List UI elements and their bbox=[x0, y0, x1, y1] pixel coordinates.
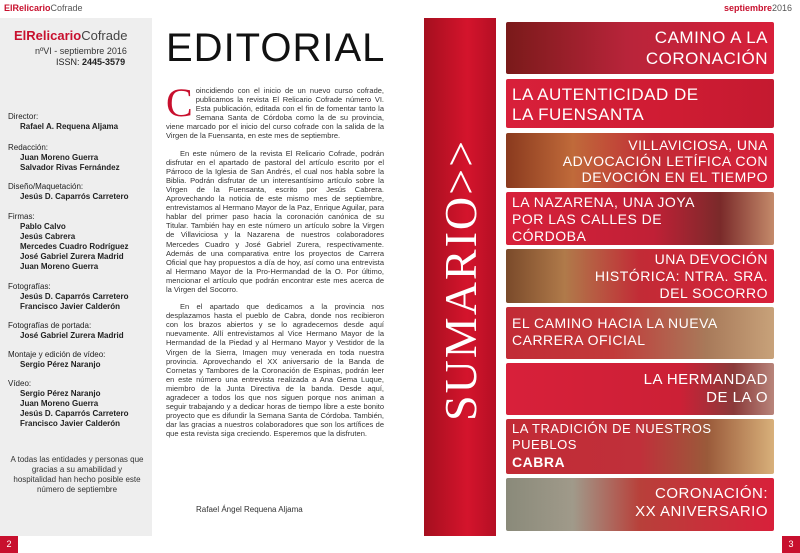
sumario-item-line: LA FUENSANTA bbox=[512, 105, 645, 124]
credit-firmas bbox=[8, 212, 128, 272]
sumario-item-carrera-oficial[interactable] bbox=[506, 307, 774, 359]
credit-name: Jesús D. Caparrós Carretero bbox=[20, 292, 129, 301]
sumario-item-villaviciosa[interactable] bbox=[506, 133, 774, 188]
sumario-title-text: SUMARIO bbox=[434, 194, 486, 422]
sumario-item-line: LA AUTENTICIDAD DE bbox=[512, 85, 699, 104]
credit-name: Salvador Rivas Fernández bbox=[20, 163, 120, 172]
issn-label: ISSN: bbox=[56, 57, 80, 67]
credit-role: Montaje y edición de vídeo: bbox=[8, 350, 106, 359]
header-date-month: septiembre bbox=[723, 3, 772, 13]
masthead-title bbox=[14, 28, 127, 43]
editorial-paragraph: En el apartado que dedicamos a la provincia nos desplazamos hasta el pueblo de Cabra, donde nos recibieron con los brazos abiertos y se lo agradecemos desde aquí nuevamente. Allí entrevistamos al Vice Hermano Mayor de la Hermandad de la Piedad y al Hermano Mayor y Vestidor de la Virgen de la Sierra, Imagen muy venerada en toda nuestra provincia. Aprovechando el XX aniversario de la Banda de Cornetas y Tambores de la Coronación de Espinas, podrán leer en este número una entrevista realizada a Ana Gema Luque, miembro de la Junta Directiva de la banda. Desde aquí, agradecer a todos los que nos siguen porque nos animan a seguir trabajando y a dedicar horas de tiempo libre a este bonito proyecto que es difundir la Semana Santa de Córdoba. También, dar las gracias a nuestros colaboradores que son los artífices de que esta revista siga creciendo. Esperemos que la disfruten. bbox=[166, 302, 384, 439]
sumario-arrows: >> bbox=[434, 138, 486, 195]
sumario-item-line: POR LAS CALLES DE bbox=[512, 211, 663, 227]
credit-role: Fotografías: bbox=[8, 282, 51, 291]
credit-fotografias bbox=[8, 282, 129, 312]
sumario-item-xx-aniversario[interactable] bbox=[506, 478, 774, 531]
credit-name: José Gabriel Zurera Madrid bbox=[20, 252, 124, 261]
sumario-item-line: CÓRDOBA bbox=[512, 228, 587, 244]
sumario-item-line: HISTÓRICA: NTRA. SRA. bbox=[594, 268, 768, 284]
credit-name: Francisco Javier Calderón bbox=[20, 302, 121, 311]
header-brand-rest: Cofrade bbox=[50, 3, 83, 13]
credit-role: Vídeo: bbox=[8, 379, 32, 388]
credit-role: Firmas: bbox=[8, 212, 35, 221]
credit-name: José Gabriel Zurera Madrid bbox=[20, 331, 124, 340]
credit-name: Pablo Calvo bbox=[20, 222, 66, 231]
credit-diseno bbox=[8, 182, 129, 202]
sumario-item-socorro[interactable] bbox=[506, 249, 774, 303]
sumario-item-line: LA NAZARENA, UNA JOYA bbox=[512, 194, 695, 210]
masthead-issn bbox=[56, 57, 125, 67]
masthead-issue: nºVI - septiembre 2016 bbox=[35, 46, 127, 56]
credit-redaccion bbox=[8, 143, 120, 173]
credit-name: Juan Moreno Guerra bbox=[20, 399, 99, 408]
credit-director bbox=[8, 112, 118, 132]
sumario-item-line: CAMINO A LA bbox=[654, 28, 768, 47]
credit-role: Fotografías de portada: bbox=[8, 321, 92, 330]
sumario-item-line: PUEBLOS bbox=[512, 437, 577, 452]
sumario-item-line: CORONACIÓN: bbox=[654, 485, 768, 502]
editorial-paragraph: En este número de la revista El Relicario Cofrade, podrán disfrutar en el apartado de pastoral del artículo escrito por el Párroco de la Iglesia de San Andrés, el cual nos habla sobre la Biblia. Podrán disfrutar de un interesantísimo artículo sobre la Virgen de la Fuensanta, escrito por Jesús Cabrera. Aprovechando la noticia de este mismo mes de septiembre, entrevistamos al Hermano Mayor de la Paz, Enrique Aguilar, para hablar del primer paso hacia la coronación canónica de su Titular. También hay en este número un artículo sobre la Virgen de Villaviciosa y la Nazarena de nuestros colaboradores Mercedes Cuadro y José Gabriel Zurera, respectivamente. Además de una comparativa entre los proyectos de Carrera Oficial que hay propuestos a día de hoy, así como una entrevista al Hermano Mayor de la Pro-Hermandad de la O. Por último, mencionar el artículo que podrán encontrar este mes acerca de la Virgen del Socorro. bbox=[166, 148, 384, 294]
page-number-right: 3 bbox=[782, 536, 800, 553]
credit-portada bbox=[8, 321, 124, 341]
credit-name: Sergio Pérez Naranjo bbox=[20, 389, 101, 398]
page-number-left: 2 bbox=[0, 536, 18, 553]
sumario-item-line: LA HERMANDAD bbox=[643, 371, 768, 388]
sumario-item-cabra[interactable] bbox=[506, 419, 774, 474]
sumario-item-line: CABRA bbox=[512, 454, 566, 470]
header-brand bbox=[4, 3, 83, 13]
sumario-item-line: CARRERA OFICIAL bbox=[512, 332, 646, 348]
sumario-item-line: DEVOCIÓN EN EL TIEMPO bbox=[581, 169, 768, 185]
editorial-title: EDITORIAL bbox=[166, 26, 386, 70]
credit-name: Mercedes Cuadro Rodríguez bbox=[20, 242, 129, 251]
editorial-dropcap: C bbox=[166, 80, 193, 125]
header-date bbox=[724, 3, 792, 13]
sumario-item-line: EL CAMINO HACIA LA NUEVA bbox=[512, 315, 718, 331]
sumario-title bbox=[420, 138, 500, 422]
credit-name: Jesús Cabrera bbox=[20, 232, 76, 241]
sumario-item-line: UNA DEVOCIÓN bbox=[654, 251, 768, 267]
credit-name: Juan Moreno Guerra bbox=[20, 262, 99, 271]
sumario-item-hermandad-o[interactable] bbox=[506, 363, 774, 415]
thanks-note: A todas las entidades y personas que gracias a su amabilidad y hospitalidad han hecho posible este número de septiembre bbox=[10, 455, 144, 494]
editorial-paragraph bbox=[166, 80, 384, 141]
credit-role: Director: bbox=[8, 112, 39, 121]
header-date-year: 2016 bbox=[771, 3, 792, 13]
editorial-body bbox=[166, 80, 384, 446]
credit-name: Sergio Pérez Naranjo bbox=[20, 360, 101, 369]
masthead-title-bold: ElRelicario bbox=[14, 28, 82, 43]
sumario-item-line: VILLAVICIOSA, UNA bbox=[628, 137, 768, 153]
credit-name: Juan Moreno Guerra bbox=[20, 153, 99, 162]
masthead-title-rest: Cofrade bbox=[81, 28, 128, 43]
sumario-item-fuensanta[interactable] bbox=[506, 79, 774, 128]
editorial-paragraph-text: oincidiendo con el inicio de un nuevo curso cofrade, publicamos la revista El Relicario Cofrade número VI. Esta publicación, editada con el fin de fomentar tanto la Semana Santa de Córdoba como la de su provincia, viene marcado por el inicio del curso cofrade con la salida de la Virgen de la Fuensanta, en este mes de septiembre. bbox=[166, 86, 384, 141]
sumario-item-camino-coronacion[interactable] bbox=[506, 22, 774, 74]
credit-role: Redacción: bbox=[8, 143, 49, 152]
sumario-item-line: CORONACIÓN bbox=[645, 49, 768, 68]
credit-montaje bbox=[8, 350, 105, 370]
sumario-item-line: DE LA O bbox=[706, 389, 768, 406]
editorial-signature: Rafael Ángel Requena Aljama bbox=[196, 505, 303, 514]
credit-name: Francisco Javier Calderón bbox=[20, 419, 121, 428]
credit-video bbox=[8, 379, 129, 429]
credit-name: Jesús D. Caparrós Carretero bbox=[20, 192, 129, 201]
sumario-item-line: XX ANIVERSARIO bbox=[635, 503, 768, 520]
credit-role: Diseño/Maquetación: bbox=[8, 182, 84, 191]
credit-name: Jesús D. Caparrós Carretero bbox=[20, 409, 129, 418]
header-brand-bold: ElRelicario bbox=[4, 3, 51, 13]
credit-name: Rafael A. Requena Aljama bbox=[20, 122, 119, 131]
issn-value: 2445-3579 bbox=[82, 57, 126, 67]
sumario-item-line: ADVOCACIÓN LETÍFICA CON bbox=[562, 153, 768, 169]
sumario-item-line: LA TRADICIÓN DE NUESTROS bbox=[512, 421, 712, 436]
sumario-item-nazarena[interactable] bbox=[506, 192, 774, 245]
sumario-item-line: DEL SOCORRO bbox=[659, 285, 768, 301]
